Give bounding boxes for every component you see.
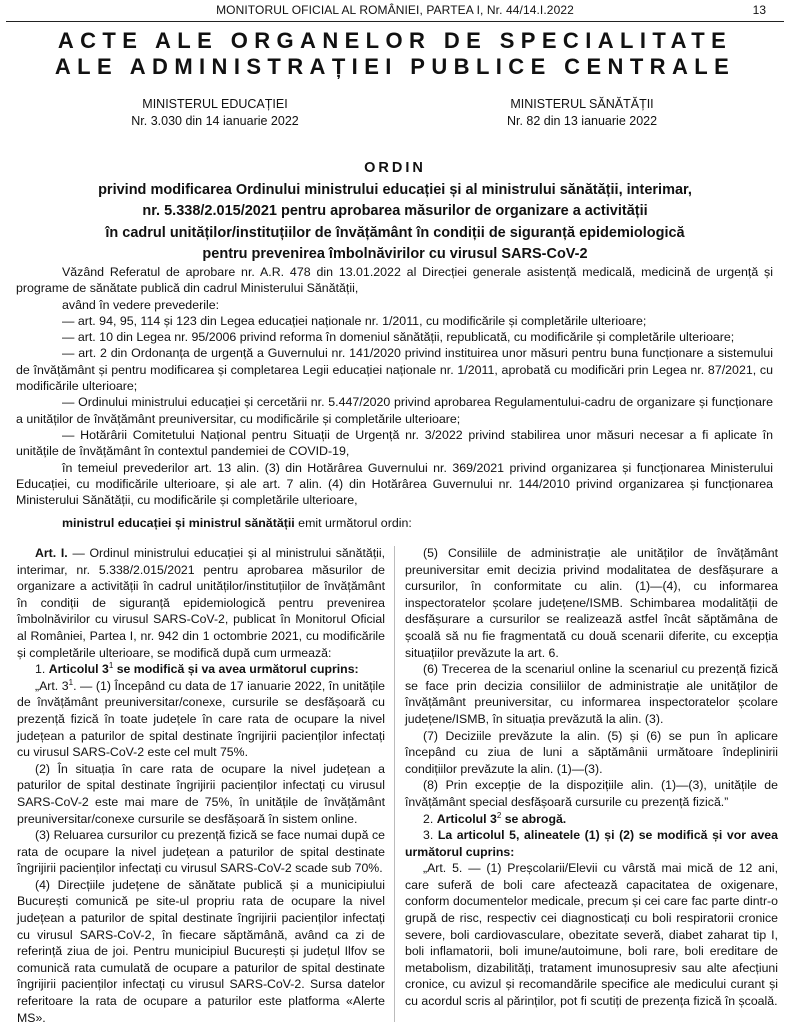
item-3	[405, 827, 778, 860]
article-1-label: Art. I.	[35, 546, 68, 560]
order-title-line3: în cadrul unităților/instituțiilor de învățământ în condiții de siguranță epidemiologică	[105, 224, 685, 241]
article-3-1-text: . — (1) Începând cu data de 17 ianuarie 2022, în unitățile de învățământ preuniversitar/conexe, cursurile se desfășoară cu prezență fizică în toate județele în care rata de ocupare la nivel județean a paturilor de spital destinate îngrijirii pacienților infectați cu virusul SARS-CoV-2 este cel mult 75%.	[17, 678, 385, 760]
item-1-heading-b: se modifică și va avea următorul cuprins:	[113, 662, 359, 677]
item-2-heading-a: Articolul 3	[436, 811, 497, 826]
issuance-bold: ministrul educației și ministrul sănătății	[62, 516, 295, 530]
section-title	[0, 28, 790, 80]
item-1-sup: 1	[108, 661, 114, 671]
ministry-education-name: MINISTERUL EDUCAȚIEI	[142, 97, 288, 111]
left-column	[17, 545, 385, 1026]
item-1-heading-a: Articolul 3	[48, 662, 109, 677]
preamble-paragraph: Văzând Referatul de aprobare nr. A.R. 478 din 13.01.2022 al Direcției generale asistență medicală, medicină de urgență și programe de sănătate publică din cadrul Ministerului Sănătății,	[16, 265, 773, 296]
article-3-1-sup: 1	[68, 677, 74, 687]
gazette-title: MONITORUL OFICIAL AL ROMÂNIEI, PARTEA I, Nr. 44/14.I.2022	[216, 3, 574, 17]
item-3-heading: La articolul 5, alineatele (1) și (2) se modifică și vor avea următorul cuprins:	[405, 828, 778, 859]
preamble	[16, 264, 773, 508]
paragraph-5: (5) Consiliile de administrație ale unităților de învățământ preuniversitar emit decizia privind modalitatea de desfășurare a cursurilor, în conformitate cu alin. (1)—(4), cu informarea inspectoratelor școlare județene/ISMB. Schimbarea modalității de desfășurare a cursurilor se realizează astfel încât săptămâna de școală să nu fie fragmentată cu două scenarii diferite, cu excepția situațiilor prevăzute la art. 6.	[405, 546, 778, 660]
right-column	[405, 545, 778, 1010]
paragraph-3: (3) Reluarea cursurilor cu prezență fizică se face numai după ce rata de ocupare la nivel județean a paturilor de spital destinate îngrijirii pacienților infectați cu virusul SARS-CoV-2 scade sub 70%.	[17, 828, 385, 876]
article-1-text: — Ordinul ministrului educației și al ministrului sănătății, interimar, nr. 5.338/2.015/2021 pentru aprobarea măsurilor de organizare a activității în cadrul unităților/instituțiilor de învățământ în condiții de siguranță epidemiologică pentru prevenirea îmbolnăvirilor cu virusul SARS-CoV-2, publicat în Monitorul Oficial al României, Partea I, nr. 942 din 1 octombrie 2021, cu modificările și completările ulterioare, se modifică după cum urmează:	[17, 546, 385, 660]
ministry-education	[115, 96, 315, 130]
ministry-education-ref: Nr. 3.030 din 14 ianuarie 2022	[131, 114, 299, 128]
preamble-paragraph: — art. 94, 95, 114 și 123 din Legea educației naționale nr. 1/2011, cu modificările și completările ulterioare;	[62, 313, 647, 328]
running-header	[0, 3, 790, 19]
paragraph-8: (8) Prin excepție de la dispozițiile alin. (1)—(3), unitățile de învățământ special desfășoară cursurile cu prezență fizică.”	[405, 778, 778, 809]
section-title-line2: ALE ADMINISTRAȚIEI PUBLICE CENTRALE	[54, 54, 736, 79]
preamble-paragraph: având în vedere prevederile:	[62, 297, 220, 312]
issuance-rest: emit următorul ordin:	[294, 516, 412, 530]
article-3-1-start: „Art. 3	[35, 678, 69, 693]
preamble-paragraph: în temeiul prevederilor art. 13 alin. (3) din Hotărârea Guvernului nr. 369/2021 privind organizarea și funcționarea Ministerului Educației, cu modificările ulterioare, și ale art. 7 alin. (4) din Hotărârea Guvernului nr. 144/2010 privind organizarea și funcționarea Ministerului Sănătății, cu modificările și completările ulterioare,	[16, 460, 773, 508]
order-title	[20, 158, 770, 266]
paragraph-6: (6) Trecerea de la scenariul online la scenariul cu prezență fizică se face prin decizia consiliilor de administrație ale unităților de învățământ preuniversitar, cu informarea inspectoratelor școlare județene/ISMB, în situația prevăzută la alin. (3).	[405, 662, 778, 726]
column-divider	[394, 546, 395, 1022]
preamble-paragraph: — Hotărârii Comitetului Național pentru Situații de Urgență nr. 3/2022 privind stabilirea unor măsuri necesar a fi aplicate în unitățile de învățământ în contextul pandemiei de COVID-19,	[16, 427, 773, 459]
page-number: 13	[752, 3, 766, 17]
header-rule	[6, 21, 784, 22]
item-1-number: 1.	[35, 662, 49, 677]
preamble-paragraph: — art. 2 din Ordonanța de urgență a Guvernului nr. 141/2020 privind instituirea unor măsuri pentru buna funcționare a sistemului de învățământ și pentru modificarea și completarea Legii educației naționale nr. 1/2011, aprobată cu modificări prin Legea nr. 87/2021, cu modificările ulterioare;	[16, 346, 773, 394]
paragraph-4: (4) Direcțiile județene de sănătate publică și a municipiului București comunică pe site-ul propriu rata de ocupare la nivel județean a paturilor de spital destinate îngrijirii pacienților infectați cu virusul SARS-CoV-2, în fiecare săptămână, având ca zi de referință ziua de joi. Pentru municipiul București și județul Ilfov se comunică rata cumulată de ocupare a paturilor de spital destinate îngrijirii pacienților infectați cu virusul SARS-CoV-2. Sursa datelor referitoare la rata de ocupare a paturilor este platforma «Alerte MS».	[17, 877, 385, 1025]
issuance-line	[62, 516, 412, 530]
ministry-health-ref: Nr. 82 din 13 ianuarie 2022	[506, 114, 658, 128]
section-title-line1: ACTE ALE ORGANELOR DE SPECIALITATE	[57, 28, 733, 53]
preamble-paragraph: — art. 10 din Legea nr. 95/2006 privind reforma în domeniul sănătății, republicată, cu modificările și completările ulterioare;	[62, 330, 735, 345]
ministry-health-name: MINISTERUL SĂNĂTĂȚII	[510, 97, 654, 111]
article-3-1	[17, 678, 385, 761]
item-1	[17, 661, 385, 678]
article-5: „Art. 5. — (1) Preșcolarii/Elevii cu vârstă mai mică de 12 ani, care suferă de boli care afectează capacitatea de oxigenare, conform documentelor medicale, precum și cei care fac parte dintr-o grupă de risc, respectiv cei diagnosticați cu boli respiratorii cronice severe, boli cardiovasculare, obezitate severă, diabet zaharat tip I, boli inflamatorii, boli imune/autoimune, boli rare, boli ereditare de metabolism, dizabilități, tratament imunosupresiv sau alte afecțiuni cronice, cu avizul și recomandările specifice ale medicului curant și cu acordul scris al părinților, pot fi scutiți de prezența fizică în școală.	[405, 861, 778, 1009]
order-label: ORDIN	[364, 160, 426, 176]
article-1	[17, 545, 385, 661]
order-title-line1: privind modificarea Ordinului ministrului educației și al ministrului sănătății, interimar,	[98, 181, 692, 198]
item-2-number: 2.	[423, 811, 437, 826]
order-title-line4: pentru prevenirea îmbolnăvirilor cu virusul SARS-CoV-2	[202, 246, 588, 262]
paragraph-7: (7) Deciziile prevăzute la alin. (5) și (6) se pun în aplicare începând cu ziua de luni a săptămânii următoare îndeplinirii condițiilor prevăzute la alin. (1)—(3).	[405, 728, 778, 776]
item-2-heading-b: se abrogă.	[501, 811, 567, 826]
paragraph-2: (2) În situația în care rata de ocupare la nivel județean a paturilor de spital destinate îngrijirii pacienților infectați cu virusul SARS-CoV-2 este mai mare de 75%, în unitățile de învățământ preuniversitar/conexe cursurile se desfășoară în sistem online.	[17, 761, 385, 826]
item-2-sup: 2	[496, 810, 502, 820]
item-2	[405, 811, 778, 828]
preamble-paragraph: — Ordinului ministrului educației și cercetării nr. 5.447/2020 privind aprobarea Regulamentului-cadru de organizare și funcționare a unităților de învățământ preuniversitar, cu modificările și completările ulterioare;	[16, 395, 773, 426]
order-title-line2: nr. 5.338/2.015/2021 pentru aprobarea măsurilor de organizare a activității	[142, 203, 648, 219]
ministry-health	[492, 96, 672, 130]
item-3-number: 3.	[423, 828, 438, 843]
